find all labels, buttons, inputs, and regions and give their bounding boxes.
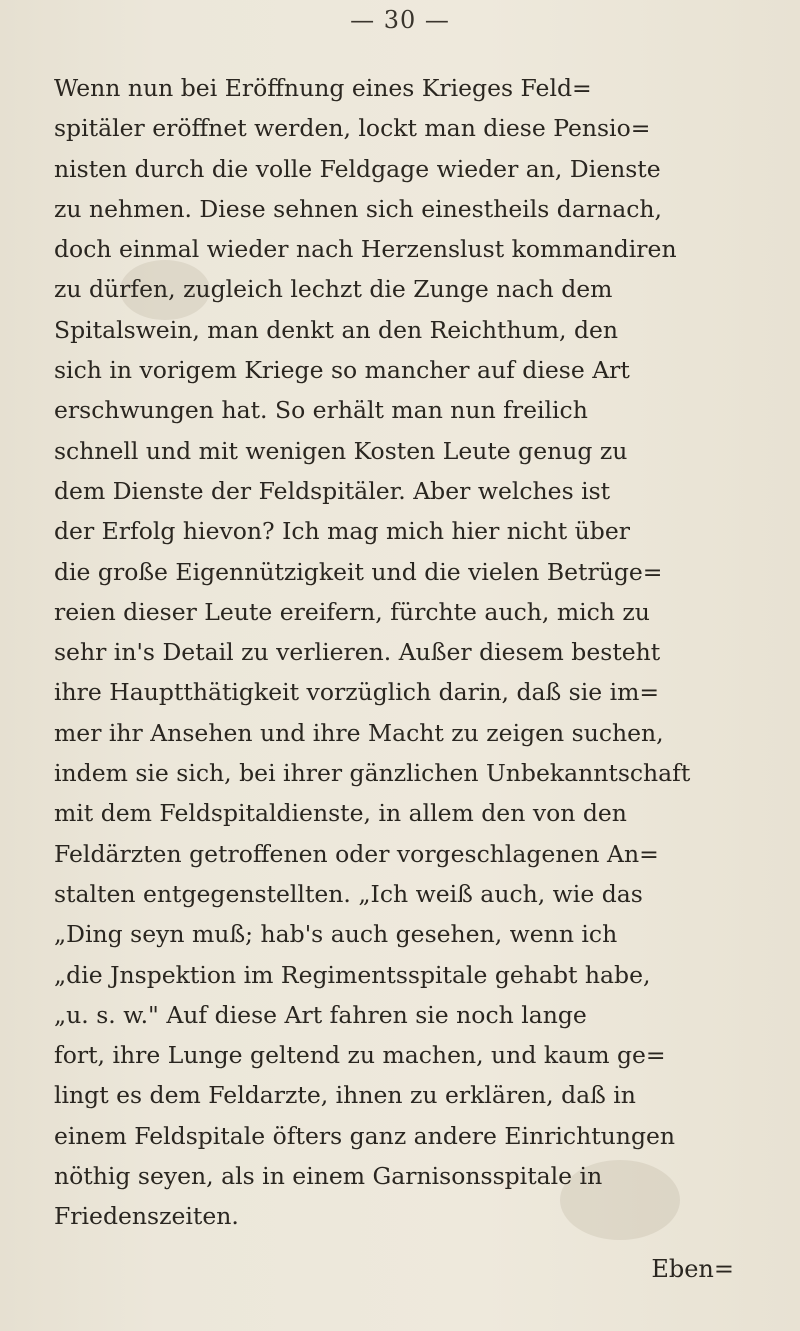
text-line: nöthig seyen, als in einem Garnisonsspitale in [54, 1162, 603, 1191]
text-line: schnell und mit wenigen Kosten Leute genug zu [54, 436, 628, 465]
text-line: dem Dienste der Feldspitäler. Aber welches ist [54, 476, 611, 505]
text-line: spitäler eröffnet werden, lockt man diese Pensio= [54, 114, 651, 143]
text-line: „Ding seyn muß; hab's auch gesehen, wenn ich [54, 920, 618, 949]
text-line: erschwungen hat. So erhält man nun freilich [54, 396, 588, 425]
body-text [54, 68, 758, 1237]
text-line: zu dürfen, zugleich lechzt die Zunge nach dem [54, 275, 613, 304]
text-line: fort, ihre Lunge geltend zu machen, und kaum ge= [54, 1041, 666, 1070]
text-line: mit dem Feldspitaldienste, in allem den von den [54, 799, 627, 828]
text-line: Spitalswein, man denkt an den Reichthum, den [54, 315, 619, 344]
catchword: Eben= [651, 1255, 734, 1283]
text-line: Feldärzten getroffenen oder vorgeschlagenen An= [54, 839, 659, 868]
text-line: „u. s. w." Auf diese Art fahren sie noch lange [54, 1000, 587, 1029]
text-line: sehr in's Detail zu verlieren. Außer diesem besteht [54, 638, 661, 667]
text-line: zu nehmen. Diese sehnen sich einestheils darnach, [54, 194, 662, 223]
page-header: — 30 — [350, 6, 450, 34]
text-line: der Erfolg hievon? Ich mag mich hier nicht über [54, 517, 630, 546]
text-line: doch einmal wieder nach Herzenslust kommandiren [54, 235, 677, 264]
text-line: Friedenszeiten. [54, 1202, 239, 1231]
text-line: „die Jnspektion im Regimentsspitale gehabt habe, [54, 960, 651, 989]
text-line: reien dieser Leute ereifern, fürchte auch, mich zu [54, 597, 650, 626]
text-line: die große Eigennützigkeit und die vielen Betrüge= [54, 557, 663, 586]
text-line: einem Feldspitale öfters ganz andere Einrichtungen [54, 1121, 676, 1150]
text-line: ihre Hauptthätigkeit vorzüglich darin, daß sie im= [54, 678, 660, 707]
text-line: indem sie sich, bei ihrer gänzlichen Unbekanntschaft [54, 759, 691, 788]
text-line: nisten durch die volle Feldgage wieder an, Dienste [54, 154, 661, 183]
text-line: lingt es dem Feldarzte, ihnen zu erklären, daß in [54, 1081, 636, 1110]
text-line: sich in vorigem Kriege so mancher auf diese Art [54, 356, 630, 385]
text-line: stalten entgegenstellten. „Ich weiß auch, wie das [54, 879, 643, 908]
text-line: mer ihr Ansehen und ihre Macht zu zeigen suchen, [54, 718, 664, 747]
text-line: Wenn nun bei Eröffnung eines Krieges Feld= [54, 74, 592, 102]
